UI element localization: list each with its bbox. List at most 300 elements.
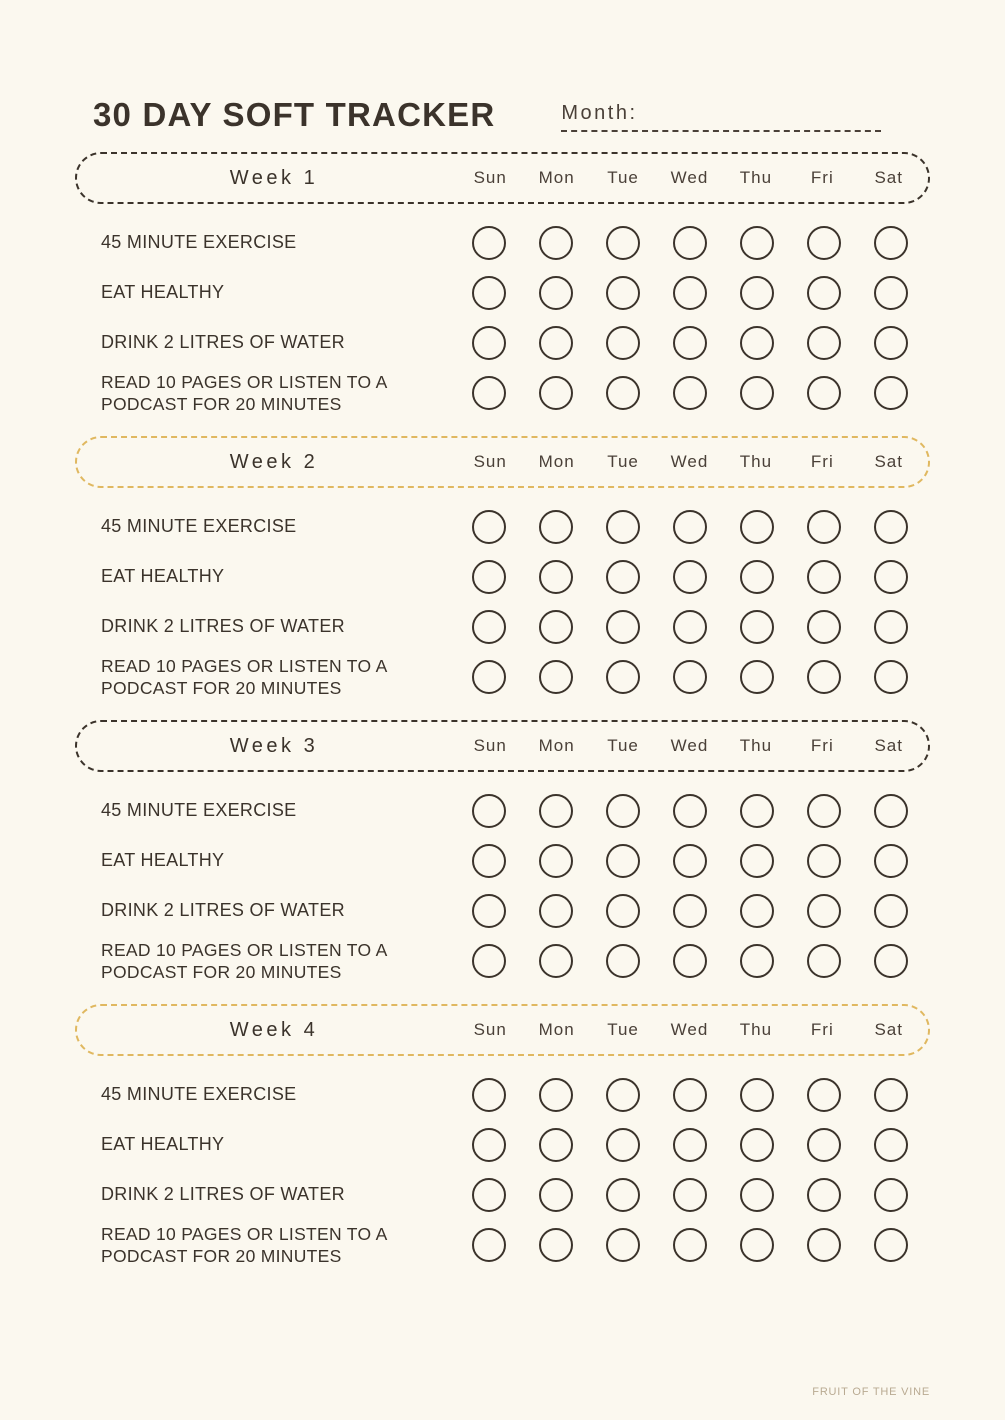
day-checkbox[interactable] [807,610,841,644]
week-title: Week 2 [229,450,319,473]
day-checkbox[interactable] [673,610,707,644]
day-header-tue: Tue [607,168,639,187]
checkbox-cell[interactable] [589,326,656,360]
checkbox-cell[interactable] [455,1178,522,1212]
day-checkbox[interactable] [539,944,573,978]
day-checkbox[interactable] [807,276,841,310]
checkbox-cell[interactable] [857,376,924,410]
day-checkbox[interactable] [539,1128,573,1162]
day-checkbox[interactable] [673,510,707,544]
checkbox-cell[interactable] [589,1178,656,1212]
habit-row [75,602,930,652]
habit-row [75,1120,930,1170]
checkbox-cell[interactable] [589,1078,656,1112]
day-checkbox[interactable] [673,1228,707,1262]
habit-list [75,786,930,986]
day-checkbox[interactable] [673,844,707,878]
day-checkbox[interactable] [673,276,707,310]
checkbox-cell[interactable] [656,660,723,694]
checkbox-cell[interactable] [522,510,589,544]
day-checkbox[interactable] [539,226,573,260]
day-checkbox[interactable] [606,844,640,878]
checkbox-cell[interactable] [857,794,924,828]
checkbox-cell[interactable] [656,276,723,310]
day-checkbox[interactable] [539,794,573,828]
checkbox-cell[interactable] [522,1228,589,1262]
checkbox-cell[interactable] [857,894,924,928]
day-checkbox[interactable] [807,1128,841,1162]
checkbox-cell[interactable] [522,1178,589,1212]
checkbox-cell[interactable] [656,844,723,878]
day-checkbox[interactable] [807,510,841,544]
checkbox-cell[interactable] [723,560,790,594]
habit-label: EAT HEALTHY [101,282,225,303]
checkbox-cell[interactable] [455,560,522,594]
day-checkbox[interactable] [874,844,908,878]
day-checkbox[interactable] [740,276,774,310]
checkbox-cell[interactable] [723,1078,790,1112]
checkbox-cell[interactable] [589,376,656,410]
checkbox-cell[interactable] [455,226,522,260]
month-label: Month: [561,102,638,124]
habit-row [75,786,930,836]
habit-row [75,1170,930,1220]
week-header-bar [75,1004,930,1056]
day-checkbox[interactable] [472,1178,506,1212]
day-checkbox[interactable] [539,276,573,310]
checkbox-cell[interactable] [455,610,522,644]
day-checkbox[interactable] [874,560,908,594]
day-checkbox[interactable] [606,1178,640,1212]
checkbox-cell[interactable] [723,326,790,360]
day-checkbox[interactable] [740,560,774,594]
day-header-thu: Thu [739,1020,773,1039]
checkbox-cell[interactable] [857,226,924,260]
habit-label: 45 MINUTE EXERCISE [101,1084,297,1105]
checkbox-cell[interactable] [589,660,656,694]
checkbox-cell[interactable] [522,794,589,828]
day-checkbox[interactable] [740,226,774,260]
checkbox-cell[interactable] [790,276,857,310]
checkbox-cell[interactable] [656,560,723,594]
checkbox-cell[interactable] [723,1128,790,1162]
day-checkbox[interactable] [807,660,841,694]
day-checkbox[interactable] [606,1078,640,1112]
checkbox-row [455,944,930,978]
day-header-thu: Thu [739,452,773,471]
day-checkbox[interactable] [673,794,707,828]
habit-row [75,502,930,552]
day-checkbox[interactable] [740,326,774,360]
day-checkbox[interactable] [606,1128,640,1162]
habit-label: EAT HEALTHY [101,1134,225,1155]
month-field[interactable] [561,102,881,134]
checkbox-cell[interactable] [790,226,857,260]
checkbox-cell[interactable] [589,794,656,828]
week-title: Week 3 [229,734,319,757]
checkbox-cell[interactable] [522,660,589,694]
week-block [75,152,930,418]
day-header-wed: Wed [670,1020,709,1039]
checkbox-cell[interactable] [455,1128,522,1162]
day-checkbox[interactable] [807,1078,841,1112]
checkbox-cell[interactable] [857,844,924,878]
checkbox-cell[interactable] [857,1228,924,1262]
day-checkbox[interactable] [472,660,506,694]
day-checkbox[interactable] [740,844,774,878]
day-checkbox[interactable] [606,794,640,828]
month-write-line[interactable] [561,130,881,132]
day-header-sat: Sat [874,168,903,187]
checkbox-row [455,1128,930,1162]
day-checkbox[interactable] [539,510,573,544]
day-checkbox[interactable] [874,1078,908,1112]
checkbox-cell[interactable] [790,560,857,594]
habit-row [75,368,930,418]
checkbox-cell[interactable] [522,944,589,978]
habit-row [75,1070,930,1120]
checkbox-cell[interactable] [656,1128,723,1162]
day-header-mon: Mon [538,736,575,755]
habit-label: READ 10 PAGES OR LISTEN TO A PODCAST FOR 20 MINUTES [101,371,387,414]
day-checkbox[interactable] [606,510,640,544]
day-checkbox[interactable] [740,510,774,544]
checkbox-row [455,894,930,928]
day-checkbox[interactable] [539,560,573,594]
day-checkbox[interactable] [673,1078,707,1112]
checkbox-cell[interactable] [455,510,522,544]
day-checkbox[interactable] [874,326,908,360]
day-checkbox[interactable] [539,1078,573,1112]
day-checkbox[interactable] [472,326,506,360]
day-header-fri: Fri [810,1020,834,1039]
checkbox-cell[interactable] [857,1078,924,1112]
footer-credit: FRUIT OF THE VINE [812,1386,930,1398]
checkbox-cell[interactable] [589,510,656,544]
habit-label: DRINK 2 LITRES OF WATER [101,616,345,637]
day-checkbox[interactable] [606,376,640,410]
day-checkbox[interactable] [539,1178,573,1212]
day-checkbox[interactable] [740,1078,774,1112]
checkbox-cell[interactable] [589,226,656,260]
day-header-sun: Sun [473,168,507,187]
checkbox-cell[interactable] [723,660,790,694]
checkbox-cell[interactable] [522,894,589,928]
habit-label: DRINK 2 LITRES OF WATER [101,900,345,921]
day-checkbox[interactable] [673,1128,707,1162]
day-checkbox[interactable] [606,276,640,310]
checkbox-cell[interactable] [790,844,857,878]
checkbox-cell[interactable] [723,1228,790,1262]
checkbox-cell[interactable] [455,794,522,828]
checkbox-row [455,510,930,544]
checkbox-cell[interactable] [455,1078,522,1112]
day-checkbox[interactable] [539,610,573,644]
checkbox-cell[interactable] [723,376,790,410]
day-header-sat: Sat [874,1020,903,1039]
habit-list [75,502,930,702]
day-checkbox[interactable] [874,610,908,644]
checkbox-row [455,1228,930,1262]
day-checkbox[interactable] [539,376,573,410]
checkbox-row [455,326,930,360]
day-checkbox[interactable] [874,226,908,260]
checkbox-cell[interactable] [589,944,656,978]
day-checkbox[interactable] [673,660,707,694]
checkbox-cell[interactable] [723,610,790,644]
day-checkbox[interactable] [472,844,506,878]
checkbox-row [455,844,930,878]
day-checkbox[interactable] [472,376,506,410]
checkbox-cell[interactable] [857,944,924,978]
day-headers [457,168,928,188]
day-checkbox[interactable] [740,376,774,410]
checkbox-cell[interactable] [656,226,723,260]
day-checkbox[interactable] [606,326,640,360]
day-checkbox[interactable] [673,944,707,978]
checkbox-cell[interactable] [790,1178,857,1212]
day-checkbox[interactable] [539,326,573,360]
checkbox-cell[interactable] [857,276,924,310]
day-checkbox[interactable] [874,376,908,410]
checkbox-cell[interactable] [790,1128,857,1162]
day-headers [457,736,928,756]
day-checkbox[interactable] [740,1178,774,1212]
checkbox-cell[interactable] [857,560,924,594]
week-header-bar [75,436,930,488]
day-checkbox[interactable] [673,326,707,360]
checkbox-cell[interactable] [656,794,723,828]
checkbox-row [455,226,930,260]
checkbox-cell[interactable] [790,944,857,978]
checkbox-cell[interactable] [790,894,857,928]
checkbox-cell[interactable] [522,1078,589,1112]
checkbox-cell[interactable] [589,894,656,928]
day-checkbox[interactable] [807,376,841,410]
day-checkbox[interactable] [874,894,908,928]
day-header-mon: Mon [538,1020,575,1039]
day-header-sat: Sat [874,736,903,755]
checkbox-cell[interactable] [857,510,924,544]
checkbox-row [455,376,930,410]
checkbox-cell[interactable] [790,660,857,694]
checkbox-cell[interactable] [723,276,790,310]
habit-row [75,836,930,886]
habit-label: 45 MINUTE EXERCISE [101,516,297,537]
checkbox-cell[interactable] [857,1128,924,1162]
day-checkbox[interactable] [740,610,774,644]
day-checkbox[interactable] [472,1228,506,1262]
day-checkbox[interactable] [807,944,841,978]
checkbox-cell[interactable] [857,1178,924,1212]
week-header-bar [75,152,930,204]
checkbox-cell[interactable] [455,326,522,360]
day-checkbox[interactable] [472,560,506,594]
checkbox-cell[interactable] [589,1228,656,1262]
day-checkbox[interactable] [539,660,573,694]
checkbox-cell[interactable] [656,1078,723,1112]
day-header-fri: Fri [810,168,834,187]
day-checkbox[interactable] [673,894,707,928]
checkbox-cell[interactable] [656,944,723,978]
checkbox-cell[interactable] [857,660,924,694]
day-checkbox[interactable] [673,560,707,594]
checkbox-cell[interactable] [723,794,790,828]
day-header-sun: Sun [473,736,507,755]
day-checkbox[interactable] [606,610,640,644]
week-title: Week 1 [229,166,319,189]
checkbox-cell[interactable] [522,376,589,410]
checkbox-cell[interactable] [455,376,522,410]
day-checkbox[interactable] [874,944,908,978]
day-header-thu: Thu [739,168,773,187]
day-checkbox[interactable] [472,794,506,828]
checkbox-cell[interactable] [656,894,723,928]
habit-label: EAT HEALTHY [101,850,225,871]
checkbox-cell[interactable] [455,844,522,878]
checkbox-cell[interactable] [522,326,589,360]
page-header [75,0,930,134]
day-checkbox[interactable] [472,944,506,978]
day-checkbox[interactable] [807,326,841,360]
checkbox-cell[interactable] [723,844,790,878]
day-checkbox[interactable] [807,560,841,594]
day-checkbox[interactable] [740,660,774,694]
checkbox-cell[interactable] [723,944,790,978]
checkbox-cell[interactable] [857,610,924,644]
day-checkbox[interactable] [807,794,841,828]
day-checkbox[interactable] [606,1228,640,1262]
day-checkbox[interactable] [606,560,640,594]
day-checkbox[interactable] [472,276,506,310]
day-checkbox[interactable] [606,894,640,928]
habit-row [75,552,930,602]
day-checkbox[interactable] [807,844,841,878]
day-checkbox[interactable] [874,1178,908,1212]
day-checkbox[interactable] [606,226,640,260]
checkbox-cell[interactable] [522,560,589,594]
day-checkbox[interactable] [606,944,640,978]
checkbox-cell[interactable] [656,1228,723,1262]
day-header-fri: Fri [810,736,834,755]
checkbox-cell[interactable] [589,276,656,310]
checkbox-cell[interactable] [455,276,522,310]
day-header-mon: Mon [538,452,575,471]
habit-label: 45 MINUTE EXERCISE [101,232,297,253]
day-header-wed: Wed [670,452,709,471]
habit-row [75,218,930,268]
day-checkbox[interactable] [874,276,908,310]
day-checkbox[interactable] [472,610,506,644]
checkbox-cell[interactable] [589,560,656,594]
day-checkbox[interactable] [472,894,506,928]
checkbox-cell[interactable] [522,844,589,878]
checkbox-cell[interactable] [656,610,723,644]
checkbox-cell[interactable] [455,1228,522,1262]
checkbox-cell[interactable] [589,844,656,878]
day-checkbox[interactable] [740,1128,774,1162]
day-checkbox[interactable] [807,226,841,260]
habit-label: 45 MINUTE EXERCISE [101,800,297,821]
checkbox-cell[interactable] [656,510,723,544]
habit-row [75,886,930,936]
habit-label: DRINK 2 LITRES OF WATER [101,332,345,353]
checkbox-cell[interactable] [723,510,790,544]
day-checkbox[interactable] [874,660,908,694]
day-header-thu: Thu [739,736,773,755]
day-checkbox[interactable] [807,894,841,928]
habit-label: READ 10 PAGES OR LISTEN TO A PODCAST FOR 20 MINUTES [101,1223,387,1266]
week-title: Week 4 [229,1018,319,1041]
checkbox-cell[interactable] [723,1178,790,1212]
day-header-tue: Tue [607,736,639,755]
habit-row [75,1220,930,1270]
day-header-wed: Wed [670,168,709,187]
day-checkbox[interactable] [740,944,774,978]
day-checkbox[interactable] [472,1078,506,1112]
checkbox-cell[interactable] [723,226,790,260]
checkbox-row [455,276,930,310]
checkbox-cell[interactable] [656,376,723,410]
checkbox-cell[interactable] [790,510,857,544]
checkbox-cell[interactable] [790,794,857,828]
day-checkbox[interactable] [807,1178,841,1212]
day-checkbox[interactable] [874,510,908,544]
day-checkbox[interactable] [472,510,506,544]
checkbox-cell[interactable] [589,610,656,644]
habit-row [75,936,930,986]
checkbox-cell[interactable] [455,944,522,978]
habit-label: READ 10 PAGES OR LISTEN TO A PODCAST FOR 20 MINUTES [101,939,387,982]
day-checkbox[interactable] [673,376,707,410]
day-checkbox[interactable] [807,1228,841,1262]
day-checkbox[interactable] [539,844,573,878]
checkbox-cell[interactable] [522,276,589,310]
checkbox-cell[interactable] [656,1178,723,1212]
habit-label: DRINK 2 LITRES OF WATER [101,1184,345,1205]
checkbox-cell[interactable] [790,1228,857,1262]
checkbox-cell[interactable] [790,1078,857,1112]
day-checkbox[interactable] [740,794,774,828]
checkbox-cell[interactable] [455,660,522,694]
checkbox-cell[interactable] [455,894,522,928]
day-checkbox[interactable] [606,660,640,694]
checkbox-cell[interactable] [790,376,857,410]
checkbox-cell[interactable] [723,894,790,928]
day-checkbox[interactable] [740,1228,774,1262]
checkbox-cell[interactable] [522,1128,589,1162]
day-checkbox[interactable] [673,226,707,260]
day-checkbox[interactable] [874,1228,908,1262]
checkbox-cell[interactable] [522,226,589,260]
checkbox-cell[interactable] [857,326,924,360]
day-checkbox[interactable] [673,1178,707,1212]
day-checkbox[interactable] [874,794,908,828]
day-checkbox[interactable] [874,1128,908,1162]
checkbox-cell[interactable] [522,610,589,644]
checkbox-cell[interactable] [790,326,857,360]
checkbox-cell[interactable] [656,326,723,360]
day-checkbox[interactable] [472,226,506,260]
day-checkbox[interactable] [472,1128,506,1162]
day-checkbox[interactable] [740,894,774,928]
checkbox-cell[interactable] [589,1128,656,1162]
checkbox-cell[interactable] [790,610,857,644]
day-header-sat: Sat [874,452,903,471]
day-checkbox[interactable] [539,1228,573,1262]
week-block [75,720,930,986]
day-checkbox[interactable] [539,894,573,928]
